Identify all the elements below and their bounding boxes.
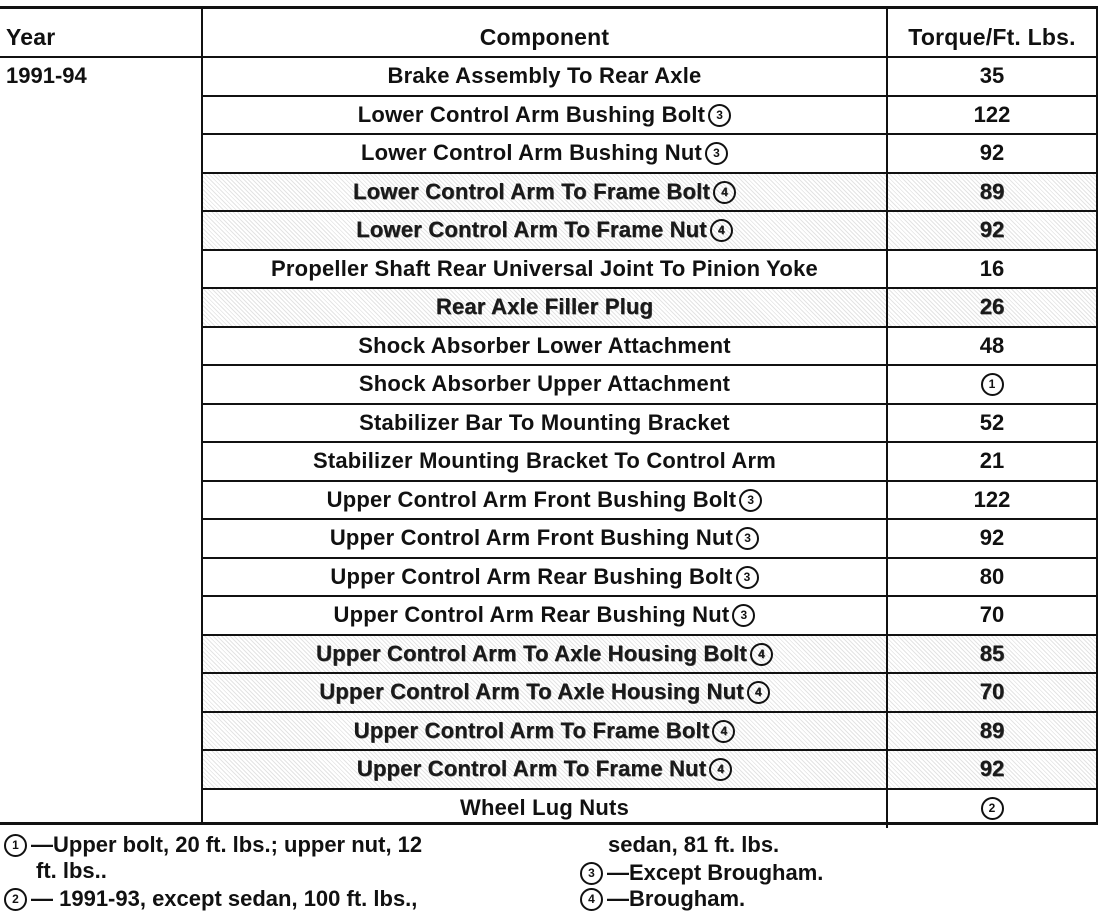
torque-value: 122 [973,101,1011,127]
table-row [203,597,1096,636]
table-row [203,674,1096,713]
torque-value: 92 [979,525,1005,550]
component-text: Lower Control Arm Bushing Nut [360,140,703,165]
footnote-ref-marker: 4 [712,720,735,743]
table-row [203,97,1096,136]
component-text: Upper Control Arm Rear Bushing Nut [333,602,730,627]
torque-footnote-marker: 2 [981,797,1004,820]
component-cell [203,482,886,519]
torque-cell [886,482,1096,519]
table-row [203,405,1096,444]
table-bottom-rule [0,822,1098,825]
table-row [203,174,1096,213]
component-text: Upper Control Arm Front Bushing Nut [329,525,734,550]
table-row [203,251,1096,290]
footnote-ref-marker: 3 [732,604,755,627]
torque-value: 92 [979,756,1005,781]
torque-value: 70 [979,679,1005,704]
component-cell [203,636,886,673]
component-cell [203,328,886,365]
component-text: Lower Control Arm Bushing Bolt [357,101,706,127]
table-row [203,520,1096,559]
footnote-ref-marker: 4 [713,181,736,204]
component-text: Upper Control Arm To Frame Bolt [353,717,710,743]
footnote-marker-3: 3 [580,862,603,885]
component-text: Lower Control Arm To Frame Nut [356,217,707,242]
torque-cell [886,674,1096,711]
table-row [203,751,1096,790]
component-cell [203,58,886,95]
footnotes [0,830,1098,920]
torque-cell [886,520,1096,557]
footnote-ref-marker: 3 [736,566,759,589]
table-row [203,713,1096,752]
footnote-ref-marker: 3 [739,489,762,512]
torque-value: 89 [979,717,1005,743]
component-cell [203,520,886,557]
table-row [203,482,1096,521]
component-text: Wheel Lug Nuts [459,794,629,820]
component-text: Upper Control Arm To Axle Housing Nut [319,679,744,704]
footnote-4-text: —Brougham. [607,886,746,911]
year-value: 1991-94 [6,63,87,88]
component-text: Shock Absorber Lower Attachment [358,332,731,358]
torque-value: 122 [973,486,1011,512]
footnote-ref-marker: 3 [736,527,759,550]
torque-cell [886,366,1096,403]
footnote-2 [4,886,564,912]
torque-value: 85 [979,640,1005,666]
footnote-4 [580,886,745,912]
component-cell [203,366,886,403]
torque-value: 35 [979,63,1005,88]
table-row [203,212,1096,251]
component-cell [203,674,886,711]
footnote-2-continuation: sedan, 81 ft. lbs. [608,832,780,857]
component-text: Upper Control Arm Front Bushing Bolt [326,486,737,512]
component-cell [203,443,886,480]
footnote-ref-marker: 4 [710,219,733,242]
torque-cell [886,212,1096,249]
table-row [203,135,1096,174]
torque-cell [886,97,1096,134]
torque-value: 80 [979,563,1005,589]
column-divider-right [1096,9,1098,822]
footnote-ref-marker: 3 [708,104,731,127]
torque-value: 52 [979,409,1005,435]
component-text: Propeller Shaft Rear Universal Joint To Pinion Yoke [271,255,818,281]
header-component: Component [479,24,610,50]
table-top-rule [0,6,1098,9]
torque-cell [886,636,1096,673]
component-text: Upper Control Arm To Frame Nut [356,756,707,781]
component-text: Shock Absorber Upper Attachment [358,371,731,396]
torque-value: 21 [979,448,1005,473]
footnote-2-text: — 1991-93, except sedan, 100 ft. lbs., [31,886,418,911]
component-cell [203,174,886,211]
torque-value: 92 [979,140,1005,165]
component-text: Stabilizer Bar To Mounting Bracket [359,409,730,435]
torque-cell [886,328,1096,365]
component-text: Brake Assembly To Rear Axle [387,63,702,88]
component-cell [203,597,886,634]
component-text: Stabilizer Mounting Bracket To Control Arm [312,448,777,473]
footnote-1-text: —Upper bolt, 20 ft. lbs.; upper nut, 12 [31,832,423,857]
table-body [203,58,1096,828]
component-text: Upper Control Arm Rear Bushing Bolt [330,563,733,589]
component-cell [203,713,886,750]
component-cell [203,135,886,172]
torque-cell [886,174,1096,211]
torque-value: 16 [979,255,1005,281]
footnote-3-text: —Except Brougham. [607,860,824,885]
footnote-marker-2: 2 [4,888,27,911]
torque-cell [886,405,1096,442]
torque-value: 92 [979,217,1005,242]
component-cell [203,751,886,788]
torque-cell [886,597,1096,634]
component-cell [203,559,886,596]
table-row [203,636,1096,675]
component-cell [203,251,886,288]
component-cell [203,212,886,249]
torque-cell [886,443,1096,480]
torque-cell [886,713,1096,750]
footnote-3 [580,860,823,886]
torque-cell [886,751,1096,788]
torque-value: 70 [979,602,1005,627]
component-text: Rear Axle Filler Plug [435,294,654,319]
component-cell [203,289,886,326]
footnote-1-continuation: ft. lbs.. [36,858,107,883]
table-row [203,58,1096,97]
footnote-ref-marker: 4 [709,758,732,781]
torque-value: 89 [979,178,1005,204]
torque-cell [886,289,1096,326]
component-text: Upper Control Arm To Axle Housing Bolt [316,640,747,666]
component-cell [203,405,886,442]
table-row [203,328,1096,367]
table-row [203,366,1096,405]
torque-cell [886,251,1096,288]
table-row [203,289,1096,328]
torque-value: 26 [979,294,1005,319]
header-year: Year [6,24,56,50]
footnote-ref-marker: 4 [747,681,770,704]
footnote-ref-marker: 4 [750,643,773,666]
header-torque: Torque/Ft. Lbs. [908,24,1076,50]
table-row [203,559,1096,598]
torque-value: 48 [979,332,1005,358]
torque-cell [886,58,1096,95]
footnote-marker-1: 1 [4,834,27,857]
torque-cell [886,559,1096,596]
footnote-ref-marker: 3 [705,142,728,165]
torque-footnote-marker: 1 [981,373,1004,396]
footnote-marker-4: 4 [580,888,603,911]
component-cell [203,97,886,134]
component-text: Lower Control Arm To Frame Bolt [353,178,710,204]
torque-cell [886,135,1096,172]
footnote-1 [4,832,564,858]
table-row [203,443,1096,482]
